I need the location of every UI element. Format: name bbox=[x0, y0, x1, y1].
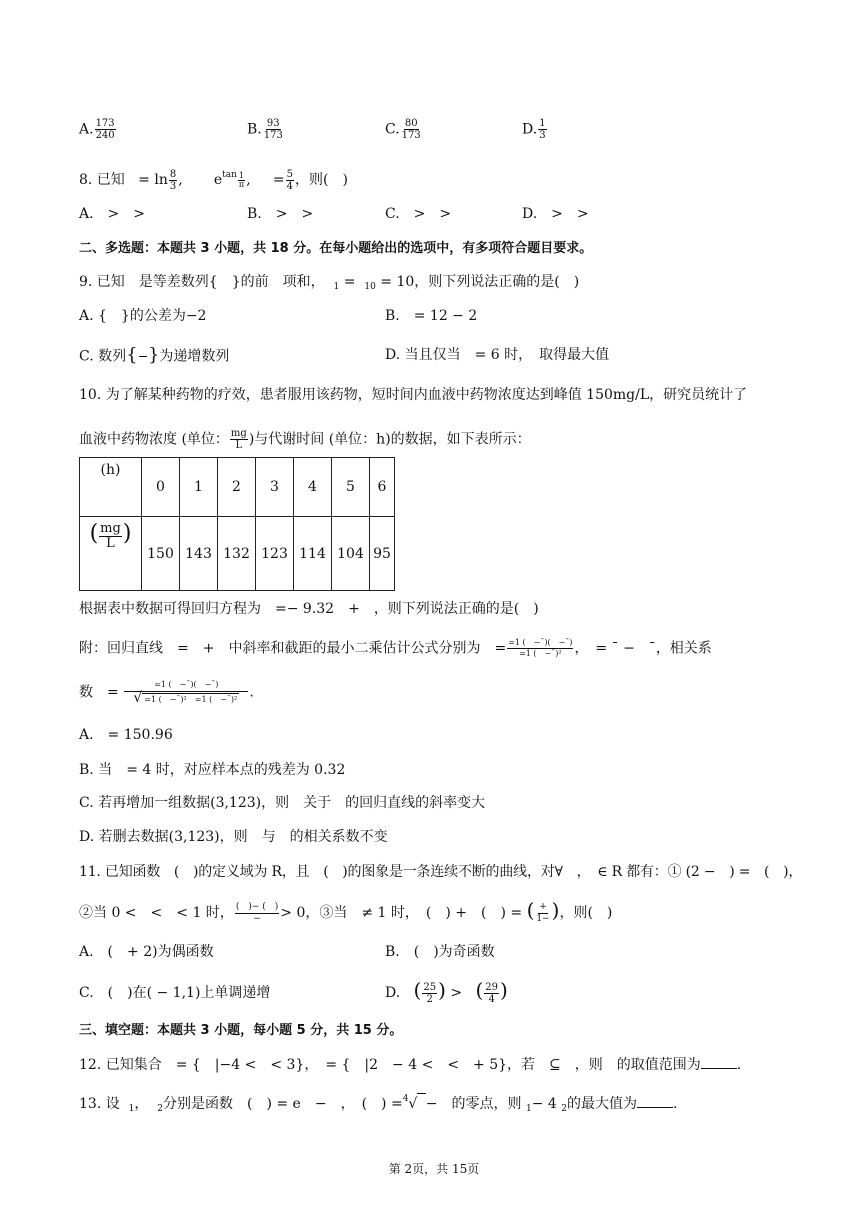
section-heading-fill-in: 三、填空题：本题共 3 小题，每小题 5 分，共 15 分。 bbox=[79, 1023, 403, 1038]
q8-stem: 8. 已知 = ln $\frac{8}{3}$ , $e^{tan}$ $\frac{1}{\pi}$ , = $\frac{5}{4}$ ，则( ) bbox=[79, 168, 348, 192]
table-cell: 123 bbox=[256, 517, 294, 591]
table-cell: 5 bbox=[332, 458, 370, 517]
table-cell: 1 bbox=[180, 458, 218, 517]
q12-stem: 12. 已知集合 = { |−4 < < 3}， = { |2 − 4 < < + 5}，若 ⊆ ，则 的取值范围为 . bbox=[79, 1057, 742, 1073]
table-cell: 4 bbox=[294, 458, 332, 517]
q10-option-c: C. 若再增加一组数据(3,123)，则 关于 的回归直线的斜率变大 bbox=[79, 795, 486, 811]
q11-line1: 11. 已知函数 ( )的定义域为 R，且 ( )的图象是一条连续不断的曲线，对∀ ， ∈ R 都有：① (2 − ) = ( )， bbox=[79, 864, 803, 880]
table-cell: 95 bbox=[370, 517, 395, 591]
answer-blank bbox=[637, 1107, 673, 1108]
table-cell: 143 bbox=[180, 517, 218, 591]
q10-regression: 根据表中数据可得回归方程为 =− 9.32 + ，则下列说法正确的是( ) bbox=[79, 601, 539, 617]
q11-line2: ②当 0 < < < 1 时， $\frac{( )- ( )}{-}$ > 0，③当 ≠ 1 时， ( ) + ( ) = ( $\frac{+}{1-}$ )，则( ) bbox=[79, 898, 613, 924]
table-row bbox=[80, 458, 395, 517]
q7-option-d: D. $\frac{1}{3}$ bbox=[522, 118, 546, 141]
answer-blank bbox=[701, 1068, 737, 1069]
q9-option-d: D. 当且仅当 = 6 时， 取得最大值 bbox=[385, 347, 610, 363]
q9-option-c: C. 数列{ }为递增数列 bbox=[79, 344, 230, 366]
data-table bbox=[79, 457, 395, 591]
table-cell: 6 bbox=[370, 458, 395, 517]
table-cell: 114 bbox=[294, 517, 332, 591]
q9-option-b: B. = 12 − 2 bbox=[385, 308, 478, 324]
table-cell: 0 bbox=[142, 458, 180, 517]
fraction: $\frac{93}{173}$ bbox=[263, 118, 283, 141]
q8-option-d: D. > > bbox=[522, 206, 589, 222]
q10-correlation: 数 = $\frac{=1 ( -¯)( -¯)}{\text{√ =1 ( −¯)² =1 ( −¯)²}}$ . bbox=[79, 680, 254, 706]
fraction: $\frac{173}{240}$ bbox=[95, 118, 115, 141]
q11-option-c: C. ( )在( − 1,1)上单调递增 bbox=[79, 985, 271, 1001]
q8-option-a: A. > > bbox=[79, 206, 146, 222]
q7-option-c: C. $\frac{80}{173}$ bbox=[385, 118, 421, 141]
q10-appendix: 附：回归直线 = + 中斜率和截距的最小二乘估计公式分别为 = $\frac{=1 ( -¯)( -¯)}{\text{=1 ( −¯)²}}$ ， = ¯ − ¯，相关系 bbox=[79, 638, 712, 658]
q13-stem: 13. 设 $_1$， $_2$分别是函数 ( ) = e − ， ( ) =$^4$√ − 的零点，则 $_1$− 4 $_2$的最大值为 . bbox=[79, 1094, 678, 1114]
page-footer: 第 2页，共 15页 bbox=[388, 1162, 480, 1176]
table-cell: 132 bbox=[218, 517, 256, 591]
table-row bbox=[80, 517, 395, 591]
q8-option-b: B. > > bbox=[247, 206, 314, 222]
q7-option-a: A. $\frac{173}{240}$ bbox=[79, 118, 115, 141]
section-heading-multiple-choice: 二、多选题：本题共 3 小题，共 18 分。在每小题给出的选项中，有多项符合题目要求。 bbox=[79, 241, 593, 256]
q10-option-d: D. 若删去数据(3,123)，则 与 的相关系数不变 bbox=[79, 829, 388, 845]
table-cell: 3 bbox=[256, 458, 294, 517]
q10-option-b: B. 当 = 4 时，对应样本点的残差为 0.32 bbox=[79, 762, 346, 778]
table-cell: 2 bbox=[218, 458, 256, 517]
q11-option-b: B. ( )为奇函数 bbox=[385, 944, 495, 960]
q10-option-a: A. = 150.96 bbox=[79, 727, 173, 743]
q10-line1: 10. 为了解某种药物的疗效，患者服用该药物，短时间内血液中药物浓度达到峰值 150mg/L，研究员统计了 bbox=[79, 387, 748, 403]
table-cell: 104 bbox=[332, 517, 370, 591]
q7-option-b: B. $\frac{93}{173}$ bbox=[247, 118, 283, 141]
q9-stem: 9. 已知 是等差数列{ }的前 项和， $_1$ = $_{10}$ = 10，则下列说法正确的是( ) bbox=[79, 274, 580, 292]
q11-option-d: D. ( $\frac{25}{2}$ ) > ( $\frac{29}{4}$ ) bbox=[385, 978, 508, 1005]
fraction: $\frac{1}{3}$ bbox=[539, 118, 546, 141]
q9-option-a: A. { }的公差为−2 bbox=[79, 308, 207, 324]
table-cell: 150 bbox=[142, 517, 180, 591]
q11-option-a: A. ( + 2)为偶函数 bbox=[79, 944, 214, 960]
q10-line2: 血液中药物浓度 (单位： $\frac{mg}{L}$ )与代谢时间 (单位：h)的数据，如下表所示： bbox=[79, 428, 531, 451]
table-header-cell: (h) bbox=[80, 458, 142, 517]
q8-option-c: C. > > bbox=[385, 206, 452, 222]
table-header-cell: ( $\frac{mg}{L}$ ) bbox=[80, 517, 142, 591]
fraction: $\frac{80}{173}$ bbox=[401, 118, 421, 141]
